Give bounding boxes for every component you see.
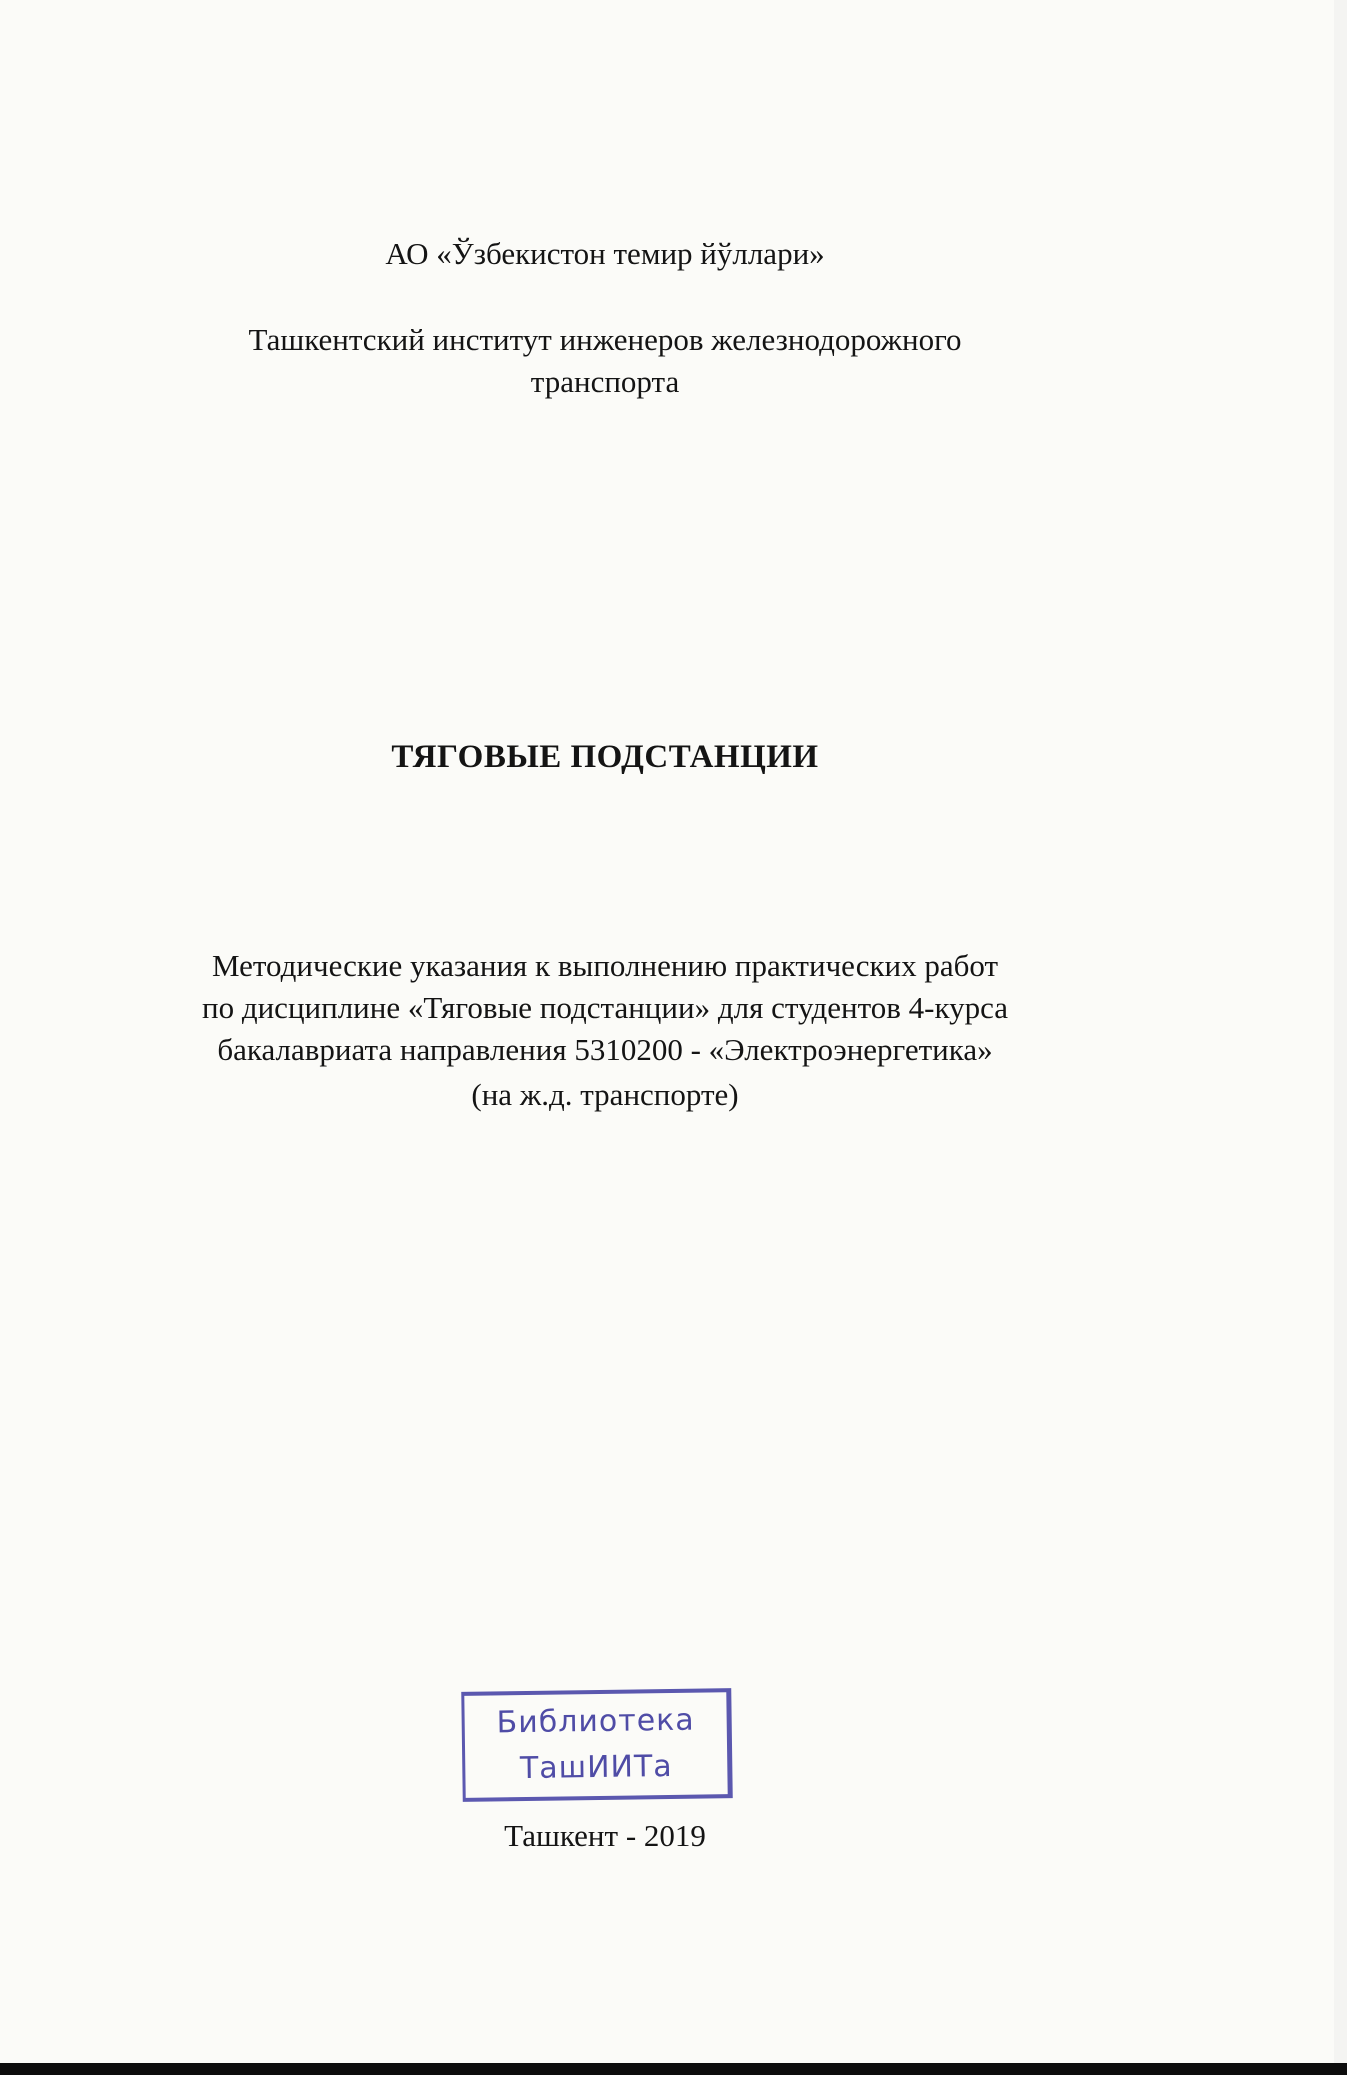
place-and-year: Ташкент - 2019 — [504, 1818, 706, 1853]
description-line1: Методические указания к выполнению практических работ — [211, 948, 999, 983]
stamp-line2: ТашИИТа — [519, 1748, 673, 1787]
library-stamp — [461, 1688, 733, 1802]
stamp-line1: Библиотека — [496, 1702, 695, 1741]
document-title: ТЯГОВЫЕ ПОДСТАНЦИИ — [391, 739, 819, 775]
description-line4: (на ж.д. транспорте) — [471, 1077, 739, 1112]
institute-name-line1: Ташкентский институт инженеров железнодорожного — [248, 322, 962, 357]
description-line2: по дисциплине «Тяговые подстанции» для студентов 4-курса — [201, 990, 1009, 1025]
description-line3: бакалавриата направления 5310200 - «Электроэнергетика» — [217, 1032, 993, 1067]
organization-name: АО «Ўзбекистон темир йўллари» — [385, 236, 825, 271]
scan-edge-bottom — [0, 2063, 1347, 2075]
institute-name-line2: транспорта — [530, 364, 680, 399]
scan-edge-right — [1334, 0, 1347, 2075]
